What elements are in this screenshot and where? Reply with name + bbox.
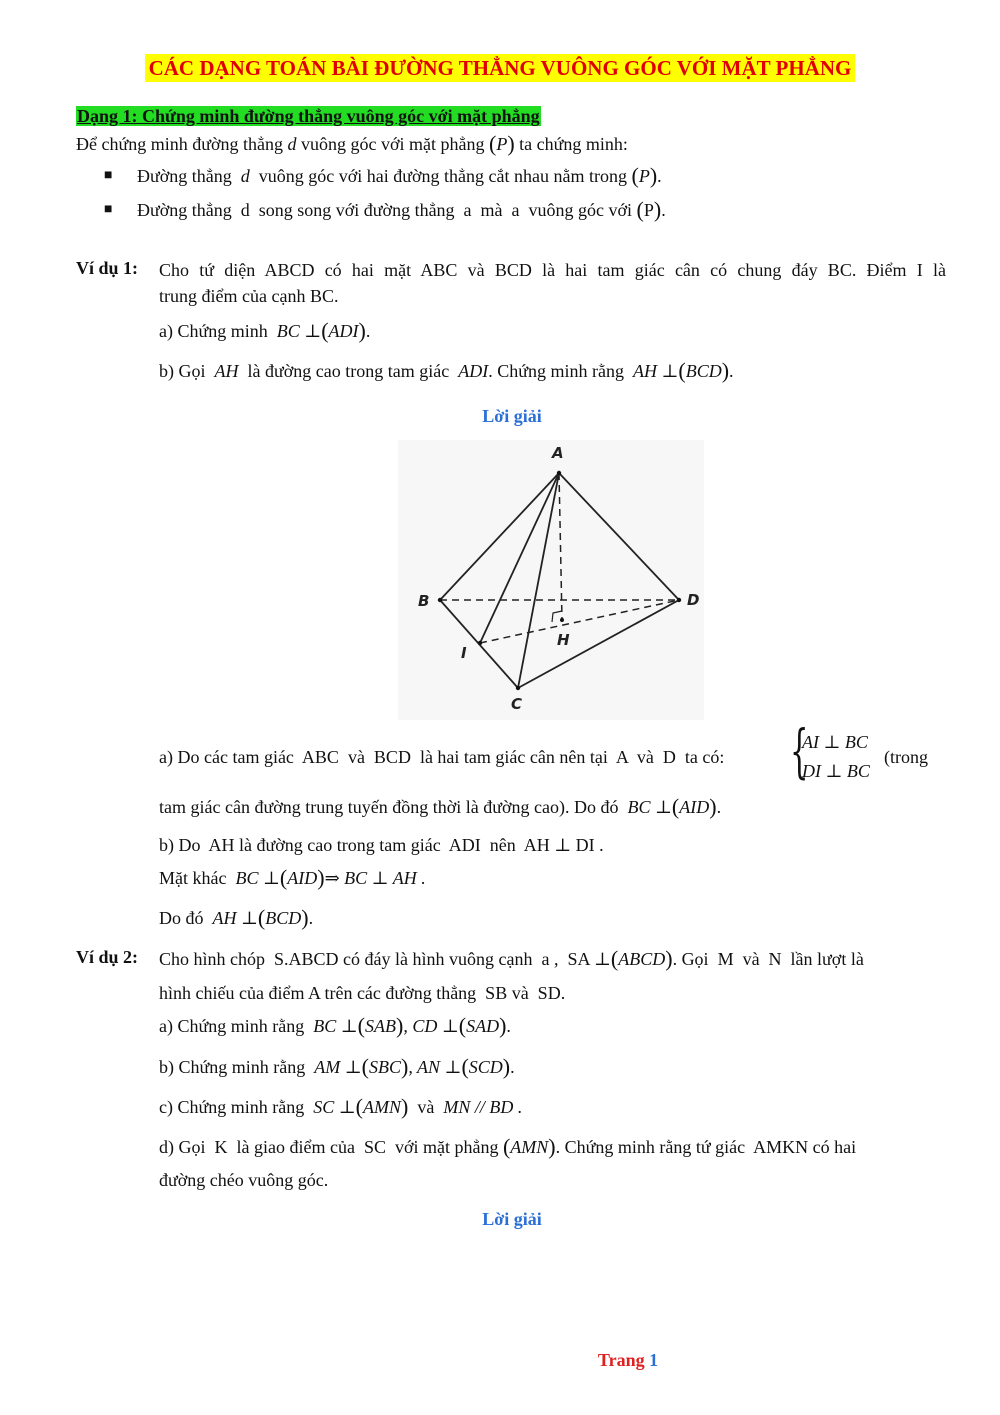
brace-icon: { bbox=[790, 717, 809, 785]
example-1-solution-b-line-1: b) Do AH là đường cao trong tam giác ADI nên AH ⊥ DI . bbox=[159, 835, 604, 855]
point-B bbox=[438, 598, 442, 602]
example-1-solution-b-line-3: Do đó AH ⊥(BCD). bbox=[159, 905, 314, 930]
point-H bbox=[560, 618, 564, 622]
system-row-2: DI ⊥ BC bbox=[802, 761, 870, 781]
label-H: H bbox=[557, 631, 570, 649]
example-2-statement-line-1: Cho hình chóp S.ABCD có đáy là hình vuông cạnh a , SA ⊥(ABCD). Gọi M và N lần lượt là bbox=[159, 946, 864, 971]
page-title: CÁC DẠNG TOÁN BÀI ĐƯỜNG THẲNG VUÔNG GÓC VỚI MẶT PHẲNG bbox=[0, 56, 1000, 81]
example-2-part-b: b) Chứng minh rằng AM ⊥(SBC), AN ⊥(SCD). bbox=[159, 1054, 515, 1079]
system-row-1: AI ⊥ BC bbox=[802, 732, 868, 752]
label-A: A bbox=[552, 444, 564, 462]
example-1-solution-a-line-1: a) Do các tam giác ABC và BCD là hai tam giác cân nên tại A và D ta có: bbox=[159, 747, 725, 767]
point-D bbox=[677, 598, 681, 602]
example-1-solution-a-trong: (trong bbox=[884, 747, 928, 767]
point-A bbox=[557, 471, 561, 475]
example-1-part-b: b) Gọi AH là đường cao trong tam giác ADI. Chứng minh rằng AH ⊥(BCD). bbox=[159, 358, 734, 383]
bullet-icon: ■ bbox=[104, 202, 113, 217]
example-2-statement-line-2: hình chiếu của điểm A trên các đường thẳng SB và SD. bbox=[159, 983, 566, 1003]
example-1-label: Ví dụ 1: bbox=[76, 258, 139, 278]
example-2-part-d-line-2: đường chéo vuông góc. bbox=[159, 1170, 329, 1190]
label-B: B bbox=[418, 592, 430, 610]
solution-heading: Lời giải bbox=[482, 1209, 542, 1229]
footer-page-word: Trang bbox=[597, 1350, 645, 1370]
tetrahedron-figure bbox=[398, 440, 704, 720]
section-heading-dang-1: Dạng 1: Chứng minh đường thẳng vuông góc với mặt phẳng bbox=[77, 106, 540, 126]
label-D: D bbox=[687, 591, 700, 609]
label-C: C bbox=[511, 695, 523, 713]
example-1-part-a: a) Chứng minh BC ⊥(ADI). bbox=[159, 318, 371, 343]
example-1-solution-a-line-2: tam giác cân đường trung tuyến đồng thời là đường cao). Do đó BC ⊥(AID). bbox=[159, 794, 722, 819]
example-2-part-a: a) Chứng minh rằng BC ⊥(SAB), CD ⊥(SAD). bbox=[159, 1013, 511, 1038]
dang1-bullet-1: Đường thẳng d vuông góc với hai đường thẳng cắt nhau nằm trong (P). bbox=[137, 163, 662, 188]
bullet-icon: ■ bbox=[104, 168, 113, 183]
point-I bbox=[478, 641, 482, 645]
example-2-part-d-line-1: d) Gọi K là giao điểm của SC với mặt phẳng (AMN). Chứng minh rằng tứ giác AMKN có hai bbox=[159, 1134, 857, 1159]
dang1-intro: Để chứng minh đường thẳng d vuông góc với mặt phẳng (P) ta chứng minh: bbox=[76, 131, 628, 156]
example-1-solution-b-line-2: Mặt khác BC ⊥(AID)⇒ BC ⊥ AH . bbox=[159, 865, 426, 890]
solution-heading: Lời giải bbox=[482, 406, 542, 426]
example-2-part-c: c) Chứng minh rằng SC ⊥(AMN) và MN // BD . bbox=[159, 1094, 523, 1119]
dang1-bullet-2: Đường thẳng d song song với đường thẳng a mà a vuông góc với (P). bbox=[137, 197, 666, 222]
example-1-statement-line-2: trung điểm của cạnh BC. bbox=[159, 286, 339, 306]
label-I: I bbox=[461, 644, 467, 662]
page-footer bbox=[0, 1350, 1000, 1371]
perpendicular-system bbox=[790, 717, 890, 785]
footer-page-number: 1 bbox=[649, 1350, 659, 1370]
example-1-statement-line-1: Cho tứ diện ABCD có hai mặt ABC và BCD là hai tam giác cân có chung đáy BC. Điểm I là bbox=[159, 260, 946, 280]
example-2-label: Ví dụ 2: bbox=[76, 947, 139, 967]
tetrahedron-diagram bbox=[398, 440, 704, 720]
point-C bbox=[516, 686, 520, 690]
